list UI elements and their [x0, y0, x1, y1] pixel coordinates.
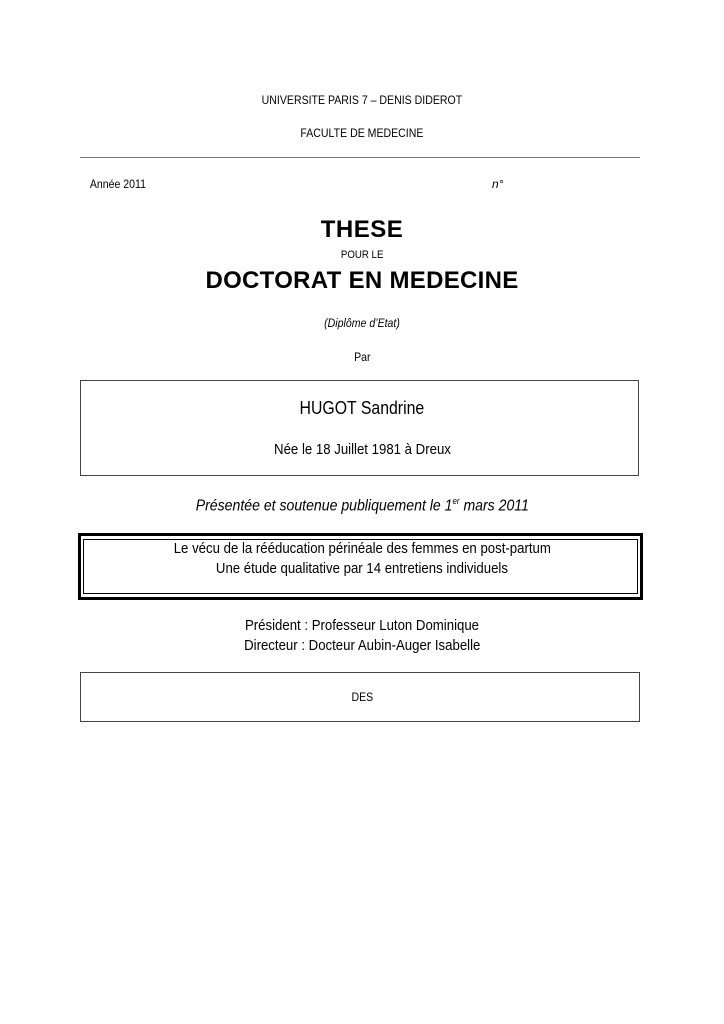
author-box [80, 380, 639, 476]
diploma-label: (Diplôme d’Etat) [324, 316, 400, 330]
faculty-name: FACULTE DE MEDECINE [300, 126, 424, 140]
author-name: HUGOT Sandrine [299, 398, 425, 418]
jury-director: Directeur : Docteur Aubin-Auger Isabelle [243, 637, 481, 654]
university-name: UNIVERSITE PARIS 7 – DENIS DIDEROT [261, 93, 463, 107]
presentation-text-after: mars 2011 [459, 497, 529, 515]
jury-president: Président : Professeur Luton Dominique [244, 617, 480, 634]
year-label: Année 2011 [89, 177, 147, 191]
thesis-number-label: n° [492, 177, 504, 191]
document-type-title: THESE [320, 216, 404, 243]
par-label: Par [353, 350, 371, 364]
degree-title: DOCTORAT EN MEDECINE [205, 267, 519, 294]
header-divider [80, 157, 640, 158]
presentation-superscript: er [452, 496, 460, 506]
thesis-title-line-2: Une étude qualitative par 14 entretiens individuels [215, 560, 509, 577]
pour-le-label: POUR LE [340, 249, 384, 261]
thesis-title-line-1: Le vécu de la rééducation périnéale des femmes en post-partum [173, 540, 551, 557]
des-label: DES [351, 690, 373, 704]
presentation-text-before: Présentée et soutenue publiquement le 1 [195, 497, 453, 515]
presentation-date [0, 496, 724, 515]
author-birth-info: Née le 18 Juillet 1981 à Dreux [273, 441, 451, 458]
